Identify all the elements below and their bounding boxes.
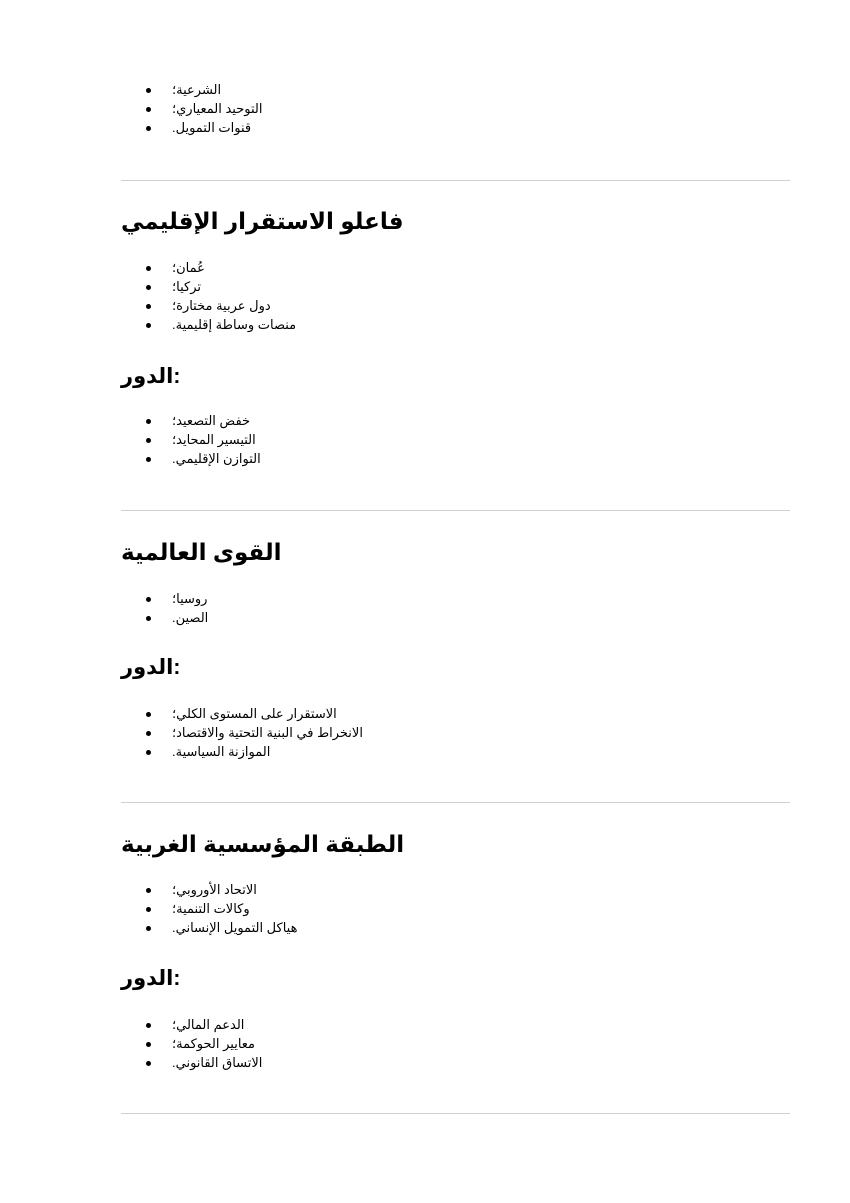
section-divider: [121, 510, 790, 511]
bullet-icon: [146, 907, 151, 912]
bullet-icon: [146, 750, 151, 755]
bullet-icon: [146, 88, 151, 93]
bullet-icon: [146, 266, 151, 271]
bullet-icon: [146, 304, 151, 309]
bullet-icon: [146, 419, 151, 424]
bullet-icon: [146, 438, 151, 443]
bullet-icon: [146, 1042, 151, 1047]
role-heading: الدور:: [121, 365, 181, 388]
section-title: فاعلو الاستقرار الإقليمي: [121, 208, 404, 234]
section-divider: [121, 802, 790, 803]
bullet-icon: [146, 1023, 151, 1028]
bullet-icon: [146, 285, 151, 290]
bullet-icon: [146, 731, 151, 736]
bullet-icon: [146, 126, 151, 131]
role-heading: الدور:: [121, 967, 181, 990]
bullet-icon: [146, 107, 151, 112]
bullet-icon: [146, 616, 151, 621]
bullet-icon: [146, 323, 151, 328]
section-divider: [121, 1113, 790, 1114]
bullet-icon: [146, 597, 151, 602]
bullet-icon: [146, 712, 151, 717]
section-divider: [121, 180, 790, 181]
bullet-icon: [146, 888, 151, 893]
section-title: القوى العالمية: [121, 539, 282, 565]
section-title: الطبقة المؤسسية الغربية: [121, 831, 405, 857]
bullet-icon: [146, 926, 151, 931]
document-page: الشرعية؛ التوحيد المعياري؛ قنوات التمويل. فاعلو الاستقرار الإقليمي عُمان؛ تركيا؛ دول عربية مختارة؛ منصات وساطة إقليمية. الدور: خفض التصعيد؛ التيسير المحايد؛ التوازن الإقليمي. القوى العالمية روسيا؛ الصين. الدور: الاستقرار على المستوى الكلي؛ الانخراط في البنية التحتية والاقتصاد؛ الموازنة السياسية. الطبقة المؤسسية الغربية الاتحاد الأوروبي؛ وكالات التنمية؛ هياكل التمويل الإنساني. الدور: الدعم المالي؛ معايير الحوكمة؛ الاتساق القانوني.: [0, 0, 850, 1203]
bullet-icon: [146, 457, 151, 462]
role-heading: الدور:: [121, 656, 181, 679]
bullet-icon: [146, 1061, 151, 1066]
